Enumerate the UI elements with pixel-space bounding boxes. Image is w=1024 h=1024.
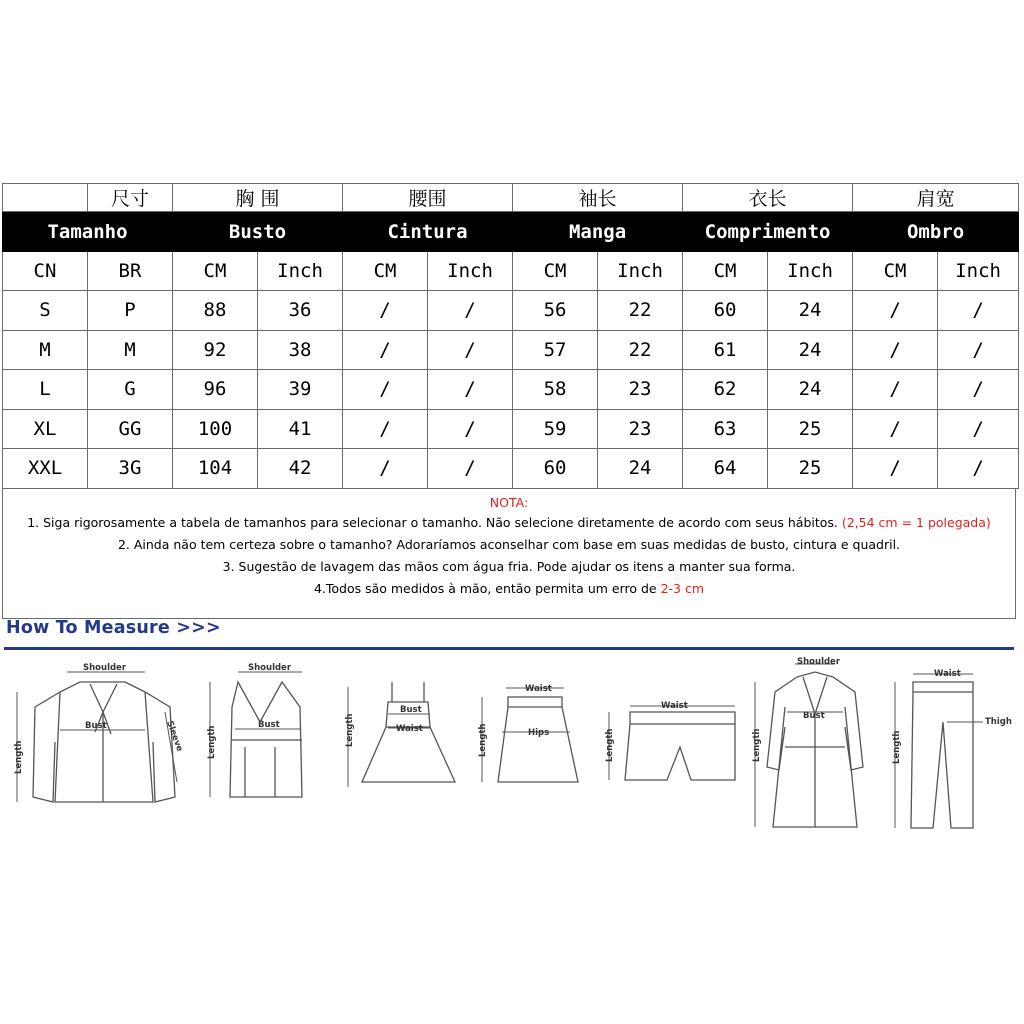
table-cell: 25 bbox=[768, 409, 853, 449]
section-divider bbox=[4, 647, 1014, 650]
table-cell: / bbox=[853, 330, 938, 370]
coat-illustration bbox=[745, 652, 885, 832]
table-row bbox=[3, 330, 1019, 370]
table-cell: 42 bbox=[258, 449, 343, 489]
zh-header-cell: 衣长 bbox=[683, 184, 853, 212]
label-length: Length bbox=[752, 728, 762, 762]
blouse-illustration bbox=[5, 652, 200, 832]
label-shoulder: Shoulder bbox=[83, 663, 127, 673]
dress-illustration bbox=[340, 652, 465, 832]
table-cell: 59 bbox=[513, 409, 598, 449]
table-cell: / bbox=[938, 330, 1019, 370]
table-cell: XL bbox=[3, 409, 88, 449]
note-highlight: 2-3 cm bbox=[660, 581, 705, 596]
table-cell: / bbox=[853, 409, 938, 449]
table-cell: / bbox=[428, 370, 513, 410]
label-length: Length bbox=[892, 730, 902, 764]
label-waist: Waist bbox=[661, 701, 688, 711]
table-cell: 61 bbox=[683, 330, 768, 370]
en-header-cell: Ombro bbox=[853, 212, 1019, 252]
zh-header-cell: 尺寸 bbox=[88, 184, 173, 212]
zh-header-cell: 肩宽 bbox=[853, 184, 1019, 212]
label-waist: Waist bbox=[396, 724, 423, 734]
shorts-illustration bbox=[595, 652, 745, 832]
table-cell: S bbox=[3, 291, 88, 331]
table-cell: L bbox=[3, 370, 88, 410]
units-row bbox=[3, 252, 1019, 291]
table-cell: / bbox=[343, 330, 428, 370]
unit-cell: CM bbox=[683, 252, 768, 291]
english-header-row bbox=[3, 212, 1019, 252]
unit-cell: CM bbox=[343, 252, 428, 291]
unit-cell: CN bbox=[3, 252, 88, 291]
en-header-cell: Busto bbox=[173, 212, 343, 252]
table-cell: / bbox=[343, 370, 428, 410]
table-cell: 60 bbox=[513, 449, 598, 489]
table-cell: G bbox=[88, 370, 173, 410]
table-cell: 57 bbox=[513, 330, 598, 370]
unit-cell: CM bbox=[173, 252, 258, 291]
label-sleeve: Sleeve bbox=[164, 719, 185, 753]
unit-cell: BR bbox=[88, 252, 173, 291]
table-cell: 38 bbox=[258, 330, 343, 370]
label-length: Length bbox=[478, 723, 488, 757]
note-line: 2. Ainda não tem certeza sobre o tamanho? Adoraríamos aconselhar com base em suas medidas de busto, cintura e quadril. bbox=[117, 537, 901, 552]
label-shoulder: Shoulder bbox=[797, 657, 841, 667]
zh-header-cell: 腰围 bbox=[343, 184, 513, 212]
note-highlight: (2,54 cm = 1 polegada) bbox=[841, 515, 991, 530]
table-row bbox=[3, 370, 1019, 410]
table-cell: M bbox=[88, 330, 173, 370]
en-header-cell: Tamanho bbox=[3, 212, 173, 252]
table-cell: 64 bbox=[683, 449, 768, 489]
table-cell: 24 bbox=[598, 449, 683, 489]
table-cell: 39 bbox=[258, 370, 343, 410]
table-row bbox=[3, 449, 1019, 489]
table-cell: / bbox=[428, 330, 513, 370]
table-cell: 24 bbox=[768, 370, 853, 410]
zh-header-cell: 胸 围 bbox=[173, 184, 343, 212]
notes-title: NOTA: bbox=[489, 495, 529, 510]
skirt-illustration bbox=[470, 652, 590, 832]
table-cell: 56 bbox=[513, 291, 598, 331]
table-row bbox=[3, 409, 1019, 449]
table-cell: / bbox=[938, 449, 1019, 489]
table-cell: / bbox=[853, 370, 938, 410]
table-cell: 23 bbox=[598, 409, 683, 449]
table-cell: P bbox=[88, 291, 173, 331]
table-cell: 96 bbox=[173, 370, 258, 410]
table-cell: 60 bbox=[683, 291, 768, 331]
zh-header-cell bbox=[3, 184, 88, 212]
table-cell: 36 bbox=[258, 291, 343, 331]
note-line: 3. Sugestão de lavagem das mãos com água fria. Pode ajudar os itens a manter sua forma. bbox=[222, 559, 796, 574]
label-shoulder: Shoulder bbox=[248, 663, 292, 673]
table-cell: XXL bbox=[3, 449, 88, 489]
table-cell: / bbox=[853, 449, 938, 489]
table-cell: / bbox=[938, 409, 1019, 449]
label-hips: Hips bbox=[528, 728, 550, 738]
unit-cell: CM bbox=[853, 252, 938, 291]
table-cell: 62 bbox=[683, 370, 768, 410]
unit-cell: Inch bbox=[768, 252, 853, 291]
table-cell: 3G bbox=[88, 449, 173, 489]
label-bust: Bust bbox=[803, 711, 825, 721]
table-cell: / bbox=[938, 291, 1019, 331]
label-bust: Bust bbox=[85, 721, 107, 731]
zh-header-cell: 袖长 bbox=[513, 184, 683, 212]
note-text: 4.Todos são medidos à mão, então permita um erro de bbox=[313, 581, 661, 596]
unit-cell: Inch bbox=[938, 252, 1019, 291]
table-cell: 23 bbox=[598, 370, 683, 410]
label-waist: Waist bbox=[934, 669, 961, 679]
table-cell: 22 bbox=[598, 330, 683, 370]
unit-cell: Inch bbox=[598, 252, 683, 291]
size-chart-table bbox=[2, 183, 1019, 489]
table-cell: M bbox=[3, 330, 88, 370]
how-to-measure-title: How To Measure >>> bbox=[6, 618, 221, 638]
pants-illustration bbox=[885, 652, 1020, 832]
table-cell: 58 bbox=[513, 370, 598, 410]
table-cell: / bbox=[428, 291, 513, 331]
table-cell: 41 bbox=[258, 409, 343, 449]
en-header-cell: Manga bbox=[513, 212, 683, 252]
table-cell: / bbox=[343, 291, 428, 331]
table-cell: / bbox=[428, 449, 513, 489]
chinese-header-row bbox=[3, 184, 1019, 212]
unit-cell: Inch bbox=[428, 252, 513, 291]
label-length: Length bbox=[14, 740, 24, 774]
table-cell: 92 bbox=[173, 330, 258, 370]
en-header-cell: Comprimento bbox=[683, 212, 853, 252]
table-cell: 63 bbox=[683, 409, 768, 449]
label-length: Length bbox=[207, 725, 217, 759]
table-cell: 25 bbox=[768, 449, 853, 489]
label-length: Length bbox=[605, 728, 615, 762]
table-cell: / bbox=[938, 370, 1019, 410]
label-length: Length bbox=[345, 713, 355, 747]
table-cell: / bbox=[428, 409, 513, 449]
table-cell: GG bbox=[88, 409, 173, 449]
label-waist: Waist bbox=[525, 684, 552, 694]
table-cell: / bbox=[343, 409, 428, 449]
note-text: 1. Siga rigorosamente a tabela de tamanhos para selecionar o tamanho. Não selecione diretamente de acordo com seus hábitos. bbox=[27, 515, 842, 530]
table-cell: / bbox=[343, 449, 428, 489]
table-cell: / bbox=[853, 291, 938, 331]
en-header-cell: Cintura bbox=[343, 212, 513, 252]
table-cell: 22 bbox=[598, 291, 683, 331]
notes-box bbox=[2, 489, 1016, 619]
unit-cell: Inch bbox=[258, 252, 343, 291]
note-line bbox=[3, 512, 1015, 534]
unit-cell: CM bbox=[513, 252, 598, 291]
tank-top-illustration bbox=[200, 652, 320, 832]
table-cell: 100 bbox=[173, 409, 258, 449]
table-cell: 104 bbox=[173, 449, 258, 489]
table-cell: 24 bbox=[768, 291, 853, 331]
label-thigh: Thigh bbox=[985, 717, 1012, 727]
measure-illustrations bbox=[0, 652, 1024, 832]
table-cell: 24 bbox=[768, 330, 853, 370]
label-bust: Bust bbox=[258, 720, 280, 730]
table-cell: 88 bbox=[173, 291, 258, 331]
table-row bbox=[3, 291, 1019, 331]
label-bust: Bust bbox=[400, 705, 422, 715]
note-line bbox=[3, 578, 1015, 600]
